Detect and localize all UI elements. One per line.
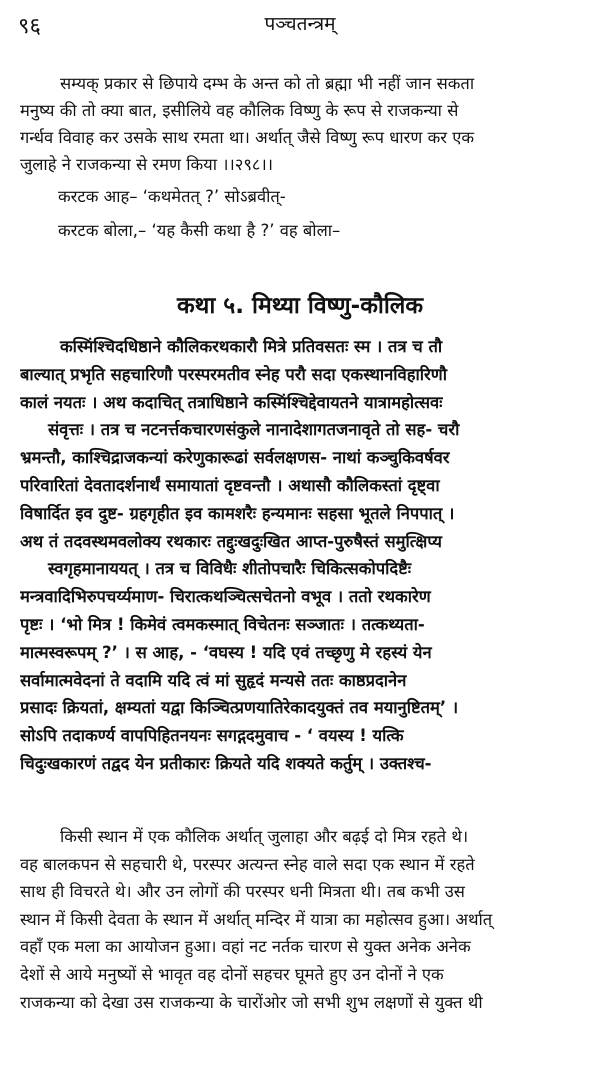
hindi-dialogue-line: करटक बोला,– ‘यह कैसी कथा है ?’ वह बोला– xyxy=(58,221,341,240)
text-line: परिवारितां देवतादर्शनार्थं समायातां दृष्टवन्तौ । अथासौ कौलिकस्तां दृष्ट्वा xyxy=(20,475,440,495)
text-line: मनुष्य की तो क्या बात, इसीलिये वह कौलिक विष्णु के रूप से राजकन्या से xyxy=(20,101,459,120)
text-line: प्रसादः क्रियतां, क्षम्यतां यद्वा किञ्चित्प्रणयातिरेकादयुक्तं तव मयानुष्टितम्’ । xyxy=(20,698,459,718)
text-line: वहाँ एक मला का आयोजन हुआ। वहां नट नर्तक चारण से युक्त अनेक अनेक xyxy=(20,937,471,957)
text-line: किसी स्थान में एक कौलिक अर्थात् जुलाहा और बढ़ई दो मित्र रहते थे। xyxy=(60,827,469,846)
text-line: स्थान में किसी देवता के स्थान में अर्थात् मन्दिर में यात्रा का महोत्सव हुआ। अर्थात् xyxy=(20,909,493,929)
text-line: राजकन्या को देखा उस राजकन्या के चारोंओर जो सभी शुभ लक्षणों से युक्त थी xyxy=(20,992,483,1012)
text-line: मन्त्रवादिभिरुपचर्य्यमाण- चिरात्कथञ्चित्सचेतनो वभूव । ततो रथकारेण xyxy=(20,587,431,607)
page-header xyxy=(18,10,582,38)
story-heading: कथा ५. मिथ्या विष्णु-कौलिक xyxy=(176,293,424,319)
text-line: सम्यक् प्रकार से छिपाये दम्भ के अन्त को तो ब्रह्मा भी नहीं जान सकता xyxy=(60,74,475,93)
text-line: विषार्दित इव दुष्ट- ग्रहगृहीत इव कामशरैः हन्यमानः सहसा भूतले निपपात् । xyxy=(20,503,455,523)
text-line: देशों से आये मनुष्यों से भावृत वह दोनों सहचर घूमते हुए उन दोनों ने एक xyxy=(20,964,444,984)
text-line: अथ तं तदवस्थमवलोक्य रथकारः तद्दुःखदुःखित आप्त-पुरुषैस्तं समुत्क्षिप्य xyxy=(20,531,442,551)
sanskrit-dialogue-line: करटक आह– ‘कथमेतत् ?’ सोऽब्रवीत्- xyxy=(58,187,286,206)
text-line: गर्न्धव विवाह कर उसके साथ रमता था। अर्थात् जैसे विष्णु रूप धारण कर एक xyxy=(20,128,475,147)
text-line: वह बालकपन से सहचारी थे, परस्पर अत्यन्त स्नेह वाले सदा एक स्थान में रहते xyxy=(20,854,475,874)
text-line: पृष्टः । ‘भो मित्र ! किमेवं त्वमकस्मात् विचेतनः सञ्जातः । तत्कथ्यता- xyxy=(20,614,425,634)
text-line: भ्रमन्तौ, काश्चिद्राजकन्यां करेणुकारूढां सर्वलक्षणस- नाथां कञ्चुकिवर्षवर xyxy=(20,448,450,468)
text-line: मात्मस्वरूपम् ?’ । स आह, - ‘वघस्य ! यदि एवं तच्छृणु मे रहस्यं येन xyxy=(20,642,432,662)
running-title: पञ्चतन्त्रम् xyxy=(264,13,336,35)
text-line: साथ ही विचरते थे। और उन लोगों की परस्पर धनी मित्रता थी। तब कभी उस xyxy=(20,882,465,902)
verse-explanation-paragraph xyxy=(20,70,584,178)
text-line: कस्मिंश्चिदधिष्ठाने कौलिकरथकारौ मित्रे प्रतिवसतः स्म । तत्र च तौ xyxy=(60,337,443,356)
text-line: जुलाहे ने राजकन्या से रमण किया ।।२९८।। xyxy=(20,155,273,174)
text-line: स्वगृहमानाययत् । तत्र च विविधैः शीतोपचारैः चिकित्सकोपदिष्टैः xyxy=(48,559,412,579)
text-line: बाल्यात् प्रभृति सहचारिणौ परस्परमतीव स्नेह परौ सदा एकस्थानविहारिणौ xyxy=(20,364,448,384)
text-line: संवृत्तः । तत्र च नटनर्त्तकचारणसंकुले नानादेशागतजनावृते तो सह- चरौ xyxy=(48,420,460,440)
text-line: सर्वामात्मवेदनां ते वदामि यदि त्वं मां सुहृदं मन्यसे ततः काष्ठप्रदानेन xyxy=(20,670,407,690)
text-line: चिदुःखकारणं तद्वद येन प्रतीकारः क्रियते यदि शक्यते कर्तुम् । उक्तश्च- xyxy=(20,753,432,773)
page-number: ९६ xyxy=(18,14,41,39)
text-line: कालं नयतः । अथ कदाचित् तत्राधिष्ठाने कस्मिंश्चिद्देवायतने यात्रामहोत्सवः xyxy=(20,392,443,412)
hindi-translation-paragraph xyxy=(20,823,584,1016)
dialogue-block xyxy=(20,180,584,248)
text-line: सोऽपि तदाकर्ण्य वापपिहितनयनः सगद्गदमुवाच - ‘ वयस्य ! यत्कि xyxy=(20,726,404,746)
sanskrit-story-text xyxy=(20,333,584,778)
